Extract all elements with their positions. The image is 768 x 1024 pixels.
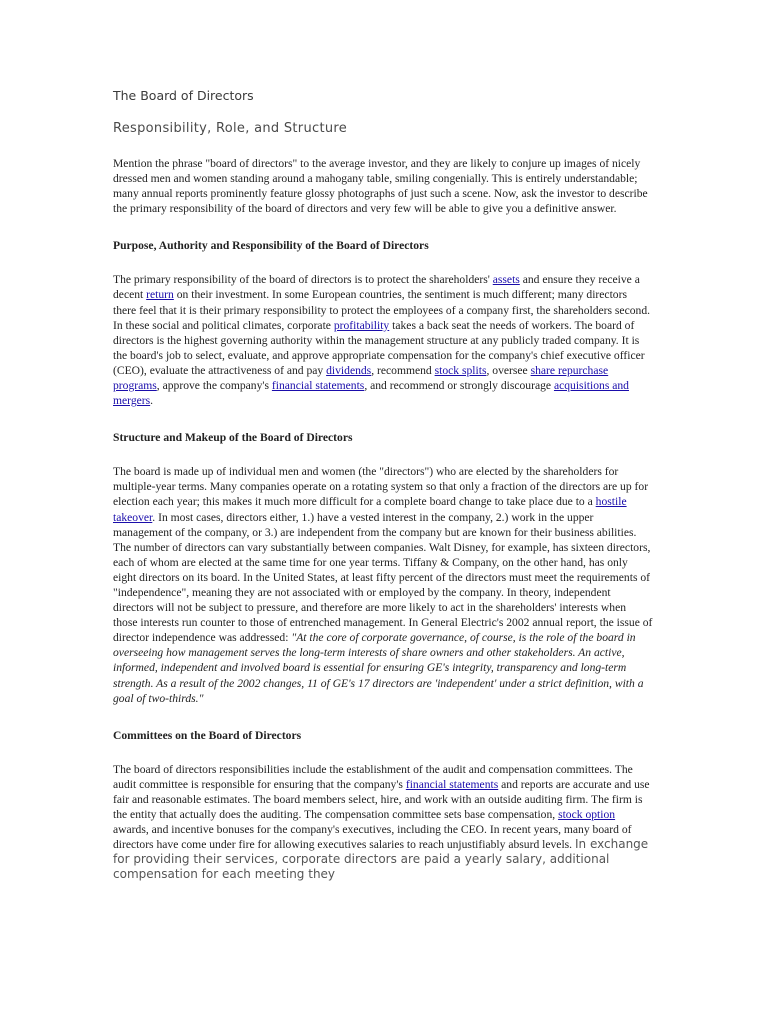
text-run: awards, and incentive bonuses for the company's executives, including the CEO. In recent years, many board of directors have come under fire for allowing executives salaries to reach unjustifiably absurd levels.	[113, 823, 632, 852]
document-page	[113, 88, 653, 882]
link-financial-statements-2[interactable]: financial statements	[405, 777, 499, 791]
text-run: The primary responsibility of the board of directors is to protect the shareholders'	[113, 273, 493, 287]
text-run: .	[150, 394, 154, 408]
link-assets[interactable]: assets	[492, 273, 520, 287]
link-profitability[interactable]: profitability	[333, 318, 390, 332]
link-stock-option[interactable]: stock option	[558, 808, 616, 821]
link-acquisitions-and-mergers[interactable]: acquisitions and mergers	[113, 379, 629, 408]
text-run: and ensure they receive a decent	[113, 273, 640, 302]
text-run: and reports are accurate and use fair and reasonable estimates. The board members select, hire, and work with an outside auditing firm. The firm is the entity that actually does the auditing. The compensation committee sets base compensation,	[113, 777, 650, 821]
link-dividends[interactable]: dividends	[326, 363, 372, 377]
text-run: , and recommend or strongly discourage	[364, 379, 554, 393]
intro-paragraph: Mention the phrase "board of directors" to the average investor, and they are likely to conjure up images of nicely dressed men and women standing around a mahogany table, smiling congenially. This is entirely understandable; many annual reports prominently feature glossy photographs of just such a scene. Now, ask the investor to describe the primary responsibility of the board of directors and very few will be able to give you a definitive answer.	[113, 157, 648, 216]
link-return[interactable]: return	[146, 288, 174, 302]
structure-paragraph	[113, 464, 653, 706]
text-run: on their investment. In some European countries, the sentiment is much different; many directors there feel that it is their primary responsibility to protect the employees of a company first, the shareholders second. In these social and political climates, corporate	[113, 288, 651, 332]
text-run: The board of directors responsibilities include the establishment of the audit and compensation committees. The audit committee is responsible for ensuring that the company's	[113, 762, 633, 791]
link-share-repurchase-programs[interactable]: share repurchase programs	[113, 363, 609, 393]
compensation-tail-text: In exchange for providing their services, corporate directors are paid a yearly salary, additional compensation for each meeting they	[113, 837, 649, 882]
text-run: takes a back seat the needs of workers. The board of directors is the highest governing authority within the management structure at any publicly traded company. It is the board's job to select, evaluate, and approve appropriate compensation for the company's chief executive officer (CEO), evaluate the attractiveness of and pay	[113, 318, 645, 377]
link-financial-statements[interactable]: financial statements	[271, 379, 365, 393]
text-run: . In most cases, directors either, 1.) have a vested interest in the company, 2.) work in the upper management of the company, or 3.) are independent from the company but are known for their business abilities. The number of directors can vary substantially between companies. Walt Disney, for example, has sixteen directors, each of whom are elected at the same time for one year terms. Tiffany & Company, on the other hand, has only eight directors on its board. In the United States, at least fifty percent of the directors must meet the requirements of "independence", meaning they are not associated with or employed by the company. In theory, independent directors will not be subject to pressure, and therefore are more likely to act in the shareholders' interests when those interests run counter to those of entrenched management. In General Electric's 2002 annual report, the issue of director independence was addressed:	[113, 510, 653, 645]
committees-paragraph	[113, 762, 653, 883]
text-run: The board is made up of individual men and women (the "directors") who are elected by the shareholders for multiple-year terms. Many companies operate on a rotating system so that only a fraction of the directors are up for election each year; this makes it much more difficult for a complete board change to take place due to a	[113, 465, 649, 509]
text-run: , recommend	[371, 363, 435, 377]
section-heading-structure: Structure and Makeup of the Board of Directors	[113, 431, 353, 445]
text-run: , oversee	[486, 363, 531, 377]
section-heading-purpose: Purpose, Authority and Responsibility of the Board of Directors	[113, 239, 429, 253]
text-run: , approve the company's	[156, 379, 272, 393]
link-hostile-takeover[interactable]: hostile takeover	[113, 495, 627, 524]
document-title: The Board of Directors	[113, 88, 254, 103]
section-heading-committees: Committees on the Board of Directors	[113, 728, 302, 742]
document-subtitle: Responsibility, Role, and Structure	[113, 121, 348, 136]
link-stock-splits[interactable]: stock splits	[434, 363, 487, 377]
purpose-paragraph	[113, 272, 653, 408]
ge-quote: "At the core of corporate governance, of course, is the role of the board in overseeing how management serves the long-term interests of share owners and other stakeholders. An active, informed, independent and involved board is essential for ensuring GE's integrity, transparency and long-term strength. As a result of the 2002 changes, 11 of GE's 17 directors are 'independent' under a strict definition, with a goal of two-thirds."	[113, 631, 644, 705]
